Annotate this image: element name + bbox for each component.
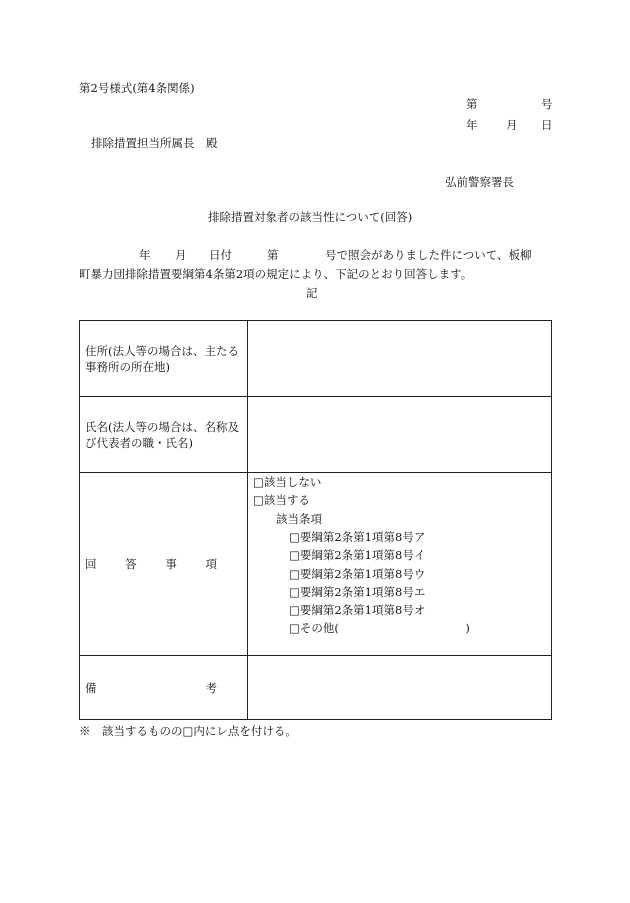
answer-label-char: 項: [205, 557, 217, 571]
remarks-label-char: 考: [205, 680, 217, 695]
option-not-applicable[interactable]: □該当しない: [253, 475, 322, 489]
answer-label: [80, 473, 248, 656]
body-dai: 第: [267, 248, 279, 262]
answer-label-char: 事: [165, 557, 177, 571]
remarks-label-char: 備: [85, 680, 97, 695]
address-label: 住所(法人等の場合は、主たる事務所の所在地): [80, 321, 248, 397]
option-clause-e[interactable]: □要綱第2条第1項第8号エ: [289, 585, 426, 599]
name-label: 氏名(法人等の場合は、名称及び代表者の職・氏名): [80, 397, 248, 473]
body-month: 月: [175, 248, 187, 262]
document-title: 排除措置対象者の該当性について(回答): [208, 210, 413, 224]
remarks-value-cell[interactable]: [248, 656, 552, 720]
body-line-2: 町暴力団排除措置要綱第4条第2項の規定により、下記のとおり回答します。: [79, 267, 473, 281]
answer-label-char: 答: [125, 557, 137, 571]
address-value-cell[interactable]: [248, 321, 552, 397]
answer-options-cell: [248, 473, 552, 656]
option-clause-a[interactable]: □要綱第2条第1項第8号ア: [289, 530, 426, 544]
option-clause-i[interactable]: □要綱第2条第1項第8号イ: [289, 548, 426, 562]
remarks-label: [80, 656, 248, 720]
date-day: 日: [541, 118, 553, 132]
date-month: 月: [506, 118, 518, 132]
option-clause-u[interactable]: □要綱第2条第1項第8号ウ: [289, 567, 426, 581]
answer-label-char: 回: [85, 557, 97, 571]
option-applicable[interactable]: □該当する: [253, 493, 310, 507]
sender: 弘前警察署長: [445, 175, 514, 189]
footnote: ※ 該当するものの□内にレ点を付ける。: [79, 724, 297, 738]
number-dai: 第: [466, 97, 478, 111]
ki-heading: 記: [306, 286, 318, 300]
body-go-text: 号で照会がありました件について、板柳: [325, 248, 532, 262]
addressee: 排除措置担当所属長 殿: [91, 136, 218, 150]
clause-heading: 該当条項: [276, 512, 322, 526]
body-day-dated: 日付: [209, 248, 232, 262]
option-other[interactable]: □その他( ): [289, 621, 470, 635]
option-clause-o[interactable]: □要綱第2条第1項第8号オ: [289, 603, 426, 617]
name-value-cell[interactable]: [248, 397, 552, 473]
date-year: 年: [466, 118, 478, 132]
answer-table: [79, 320, 552, 720]
body-year: 年: [139, 248, 151, 262]
number-go: 号: [541, 97, 553, 111]
form-title: 第2号様式(第4条関係): [79, 81, 195, 95]
